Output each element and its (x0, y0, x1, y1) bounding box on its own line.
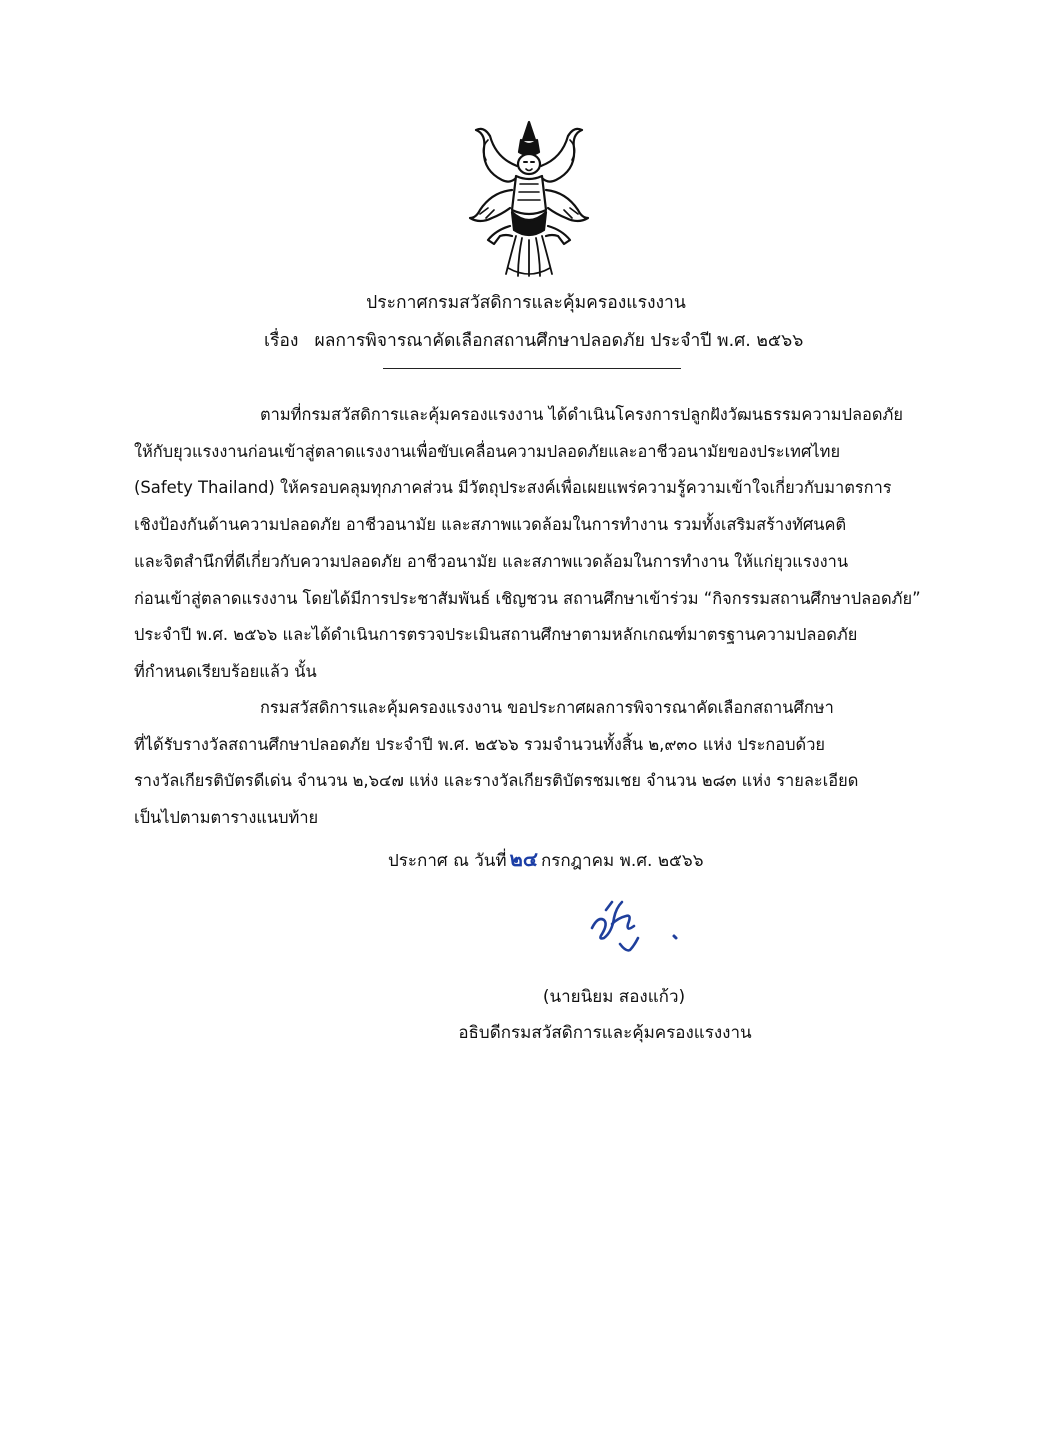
body-paragraph-1 (134, 397, 920, 691)
announcement-title: ประกาศกรมสวัสดิการและคุ้มครองแรงงาน (366, 293, 686, 313)
announcement-date (388, 845, 704, 875)
signature-icon (582, 888, 690, 966)
paragraph-line: ประจำปี พ.ศ. ๒๕๖๖ และได้ดำเนินการตรวจประเมินสถานศึกษาตามหลักเกณฑ์มาตรฐานความปลอดภัย (134, 625, 858, 645)
paragraph-line: ที่กำหนดเรียบร้อยแล้ว นั้น (134, 661, 317, 681)
signer-title: อธิบดีกรมสวัสดิการและคุ้มครองแรงงาน (458, 1023, 752, 1043)
date-suffix: กรกฎาคม พ.ศ. ๒๕๖๖ (540, 851, 704, 871)
paragraph-line: รางวัลเกียรติบัตรดีเด่น จำนวน ๒,๖๔๗ แห่ง และรางวัลเกียรติบัตรชมเชย จำนวน ๒๘๓ แห่ง รายละเอียด (134, 771, 859, 791)
paragraph-line: และจิตสำนึกที่ดีเกี่ยวกับความปลอดภัย อาชีวอนามัย และสภาพแวดล้อมในการทำงาน ให้แก่ยุวแรงงาน (134, 551, 849, 571)
announcement-subject (264, 329, 803, 353)
paragraph-line: ตามที่กรมสวัสดิการและคุ้มครองแรงงาน ได้ดำเนินโครงการปลูกฝังวัฒนธรรมความปลอดภัย (260, 405, 903, 424)
garuda-emblem-icon (466, 118, 592, 278)
paragraph-line: ก่อนเข้าสู่ตลาดแรงงาน โดยได้มีการประชาสัมพันธ์ เชิญชวน สถานศึกษาเข้าร่วม “กิจกรรมสถานศึกษาปลอดภัย” (134, 588, 921, 608)
paragraph-line: เชิงป้องกันด้านความปลอดภัย อาชีวอนามัย และสภาพแวดล้อมในการทำงาน รวมทั้งเสริมสร้างทัศนคติ (134, 515, 847, 535)
paragraph-line: กรมสวัสดิการและคุ้มครองแรงงาน ขอประกาศผลการพิจารณาคัดเลือกสถานศึกษา (260, 698, 834, 717)
paragraph-line: เป็นไปตามตารางแนบท้าย (134, 808, 319, 828)
paragraph-line: ให้กับยุวแรงงานก่อนเข้าสู่ตลาดแรงงานเพื่อขับเคลื่อนความปลอดภัยและอาชีวอนามัยของประเทศไทย (134, 441, 841, 461)
subject-text: ผลการพิจารณาคัดเลือกสถานศึกษาปลอดภัย ประจำปี พ.ศ. ๒๕๖๖ (314, 331, 804, 351)
heading-divider (383, 368, 681, 369)
paragraph-line: ที่ได้รับรางวัลสถานศึกษาปลอดภัย ประจำปี พ.ศ. ๒๕๖๖ รวมจำนวนทั้งสิ้น ๒,๙๓๐ แห่ง ประกอบด้วย (134, 734, 825, 754)
body-paragraph-2 (134, 690, 920, 837)
subject-label: เรื่อง (264, 331, 299, 351)
paragraph-line: (Safety Thailand) ให้ครอบคลุมทุกภาคส่วน มีวัตถุประสงค์เพื่อเผยแพร่ความรู้ความเข้าใจเกี่ยวกับมาตรการ (134, 478, 892, 498)
date-day: ๒๔ (509, 847, 538, 871)
signer-name: (นายนิยม สองแก้ว) (542, 987, 686, 1007)
date-prefix: ประกาศ ณ วันที่ (388, 851, 507, 871)
